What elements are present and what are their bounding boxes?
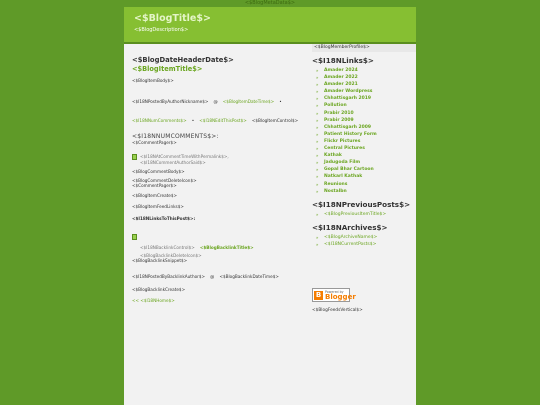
at-sign: @: [213, 99, 218, 105]
archive-link[interactable]: » <$BlogArchiveName$>: [316, 234, 378, 240]
previous-posts-list: [312, 211, 412, 218]
sidebar: [312, 54, 412, 248]
sidebar-link[interactable]: » Flickr Pictures: [316, 138, 361, 144]
links-list: [312, 67, 412, 195]
sidebar-link[interactable]: » Chhattisgarh 2009: [316, 124, 372, 130]
bullet-arrow-icon: »: [316, 89, 319, 95]
post-controls[interactable]: <$BlogItemControl$>: [251, 118, 299, 124]
main-column: [132, 54, 308, 303]
blogger-logo-icon: B: [315, 291, 322, 299]
bullet-arrow-icon: »: [316, 153, 319, 159]
badge-powered-text: Powered by: [325, 290, 344, 294]
previous-posts-heading: <$I18NPreviousPosts$>: [312, 199, 411, 209]
powered-by-blogger-badge[interactable]: [312, 288, 356, 302]
comments-section: [132, 133, 308, 209]
badge-blogger-text: Blogger: [325, 293, 356, 301]
comment-create-link[interactable]: <$BlogItemCreate$>: [132, 193, 178, 199]
bullet-arrow-icon: »: [316, 124, 319, 130]
bullet-arrow-icon: »: [316, 160, 319, 166]
date-header: <$BlogDateHeaderDate$>: [132, 56, 234, 64]
bullet-arrow-icon: »: [316, 241, 319, 247]
blog-meta-data: <$BlogMetaData$>: [244, 0, 296, 6]
edit-post-link[interactable]: <$I18NEditThisPost$>: [199, 118, 247, 124]
comment-author[interactable]: <$I18NCommentAuthorSaid$>: [140, 159, 206, 165]
separator: •: [191, 118, 195, 124]
bullet-arrow-icon: »: [316, 167, 319, 173]
posted-by: <$I18NPostedByAuthorNickname$>: [132, 99, 209, 105]
bullet-arrow-icon: »: [316, 146, 319, 152]
blog-header: [124, 7, 416, 44]
sidebar-link[interactable]: » Reunions: [316, 181, 348, 187]
comment-body: <$BlogCommentBody$>: [132, 168, 185, 174]
sidebar-link[interactable]: » Natkarl Kathak: [316, 174, 363, 180]
sidebar-link[interactable]: » Central Pictures: [316, 146, 365, 152]
bullet-arrow-icon: »: [316, 75, 319, 81]
num-comments-link[interactable]: <$I18NNumComments$>: [132, 118, 187, 124]
comment-document-icon: [132, 154, 137, 160]
bullet-arrow-icon: »: [316, 110, 319, 116]
sidebar-link[interactable]: » Gopal Bhar Cartoon: [316, 167, 374, 173]
backlink-control[interactable]: <$I18NBacklinkControl$>: [140, 245, 195, 251]
sidebar-link[interactable]: » Kathak: [316, 153, 342, 159]
backlink-snippet: <$BlogBacklinkSnippet$>: [132, 258, 188, 264]
sidebar-link[interactable]: » Prabir 2009: [316, 117, 354, 123]
bullet-arrow-icon: »: [316, 211, 319, 217]
backlink-document-icon: [132, 234, 137, 240]
backlink-item: [132, 234, 308, 258]
comment-item: [132, 154, 308, 164]
sidebar-link[interactable]: » Amader 2021: [316, 82, 358, 88]
comment-feed-links[interactable]: <$BlogItemFeedLinks$>: [132, 203, 184, 209]
sidebar-link[interactable]: » Prabir 2010: [316, 110, 354, 116]
member-profile[interactable]: <$BlogMemberProfile$>: [312, 44, 416, 52]
bullet-arrow-icon: »: [316, 188, 319, 194]
backlink-create-link[interactable]: <$BlogBacklinkCreate$>: [132, 287, 186, 293]
blog-feeds[interactable]: <$BlogFeedsVertical$>: [312, 308, 363, 313]
comment-time-link[interactable]: <$I18NAtCommentTimeWithPermalink$>,: [140, 154, 229, 160]
comment-delete-icon[interactable]: <$BlogCommentDeleteIcon$>: [132, 178, 197, 184]
comment-pager-bottom[interactable]: <$CommentPager$>: [132, 183, 177, 189]
bullet-arrow-icon: »: [316, 117, 319, 123]
backlink-delete-icon[interactable]: <$BlogBacklinkDeleteIcon$>: [140, 253, 202, 259]
backlink-posted-by: <$I18NPostedByBacklinkAuthor$>: [132, 274, 206, 280]
at-sign: @: [210, 274, 215, 280]
sidebar-link[interactable]: » Amader Wordpress: [316, 89, 373, 95]
bullet-arrow-icon: »: [316, 68, 319, 73]
links-heading: <$I18NLinks$>: [312, 56, 374, 65]
sidebar-link[interactable]: » Pollution: [316, 103, 347, 109]
sidebar-link[interactable]: » Amader 2024: [316, 68, 358, 73]
sidebar-link[interactable]: » Amader 2022: [316, 75, 358, 81]
sidebar-link[interactable]: » Nostalbn: [316, 188, 347, 194]
sidebar-link[interactable]: » Jadugoda Film: [316, 160, 361, 166]
comments-heading: <$I18NNUMCOMMENTS$>:: [132, 133, 219, 141]
backlink-date-time: <$BlogBacklinkDateTime$>: [219, 274, 279, 280]
blog-title[interactable]: <$BlogTitle$>: [134, 13, 211, 24]
blog-page: [124, 7, 416, 405]
bullet-arrow-icon: »: [316, 103, 319, 109]
previous-post-link[interactable]: » <$BlogPreviousItemTitle$>: [316, 211, 387, 217]
post-date-time-link[interactable]: <$BlogItemDateTime$>: [222, 99, 275, 105]
backlinks-section: [132, 216, 308, 293]
bullet-arrow-icon: »: [316, 234, 319, 240]
backlink-title[interactable]: <$BlogBacklinkTitle$>: [199, 245, 254, 251]
blog-description: <$BlogDescription$>: [134, 27, 189, 33]
bullet-arrow-icon: »: [316, 82, 319, 88]
sidebar-link[interactable]: » Patient History Form: [316, 131, 377, 137]
post-body: <$BlogItemBody$>: [132, 78, 174, 83]
sidebar-link[interactable]: » Chhattisgarh 2019: [316, 96, 372, 102]
separator: •: [279, 99, 282, 105]
comment-pager-top[interactable]: <$CommentPager$>: [132, 140, 177, 146]
archives-list: [312, 234, 412, 248]
links-to-post-label: <$I18NLinksToThisPost$>:: [132, 215, 196, 221]
bullet-arrow-icon: »: [316, 131, 319, 137]
post-title[interactable]: <$BlogItemTitle$>: [132, 65, 203, 73]
current-posts-link[interactable]: » <$I18NCurrentPosts$>: [316, 241, 377, 247]
archives-heading: <$I18NArchives$>: [312, 222, 388, 232]
bullet-arrow-icon: »: [316, 174, 319, 180]
home-link[interactable]: << <$I18NHome$>: [132, 297, 175, 303]
bullet-arrow-icon: »: [316, 138, 319, 144]
bullet-arrow-icon: »: [316, 96, 319, 102]
post-footer: [132, 88, 308, 126]
bullet-arrow-icon: »: [316, 181, 319, 187]
